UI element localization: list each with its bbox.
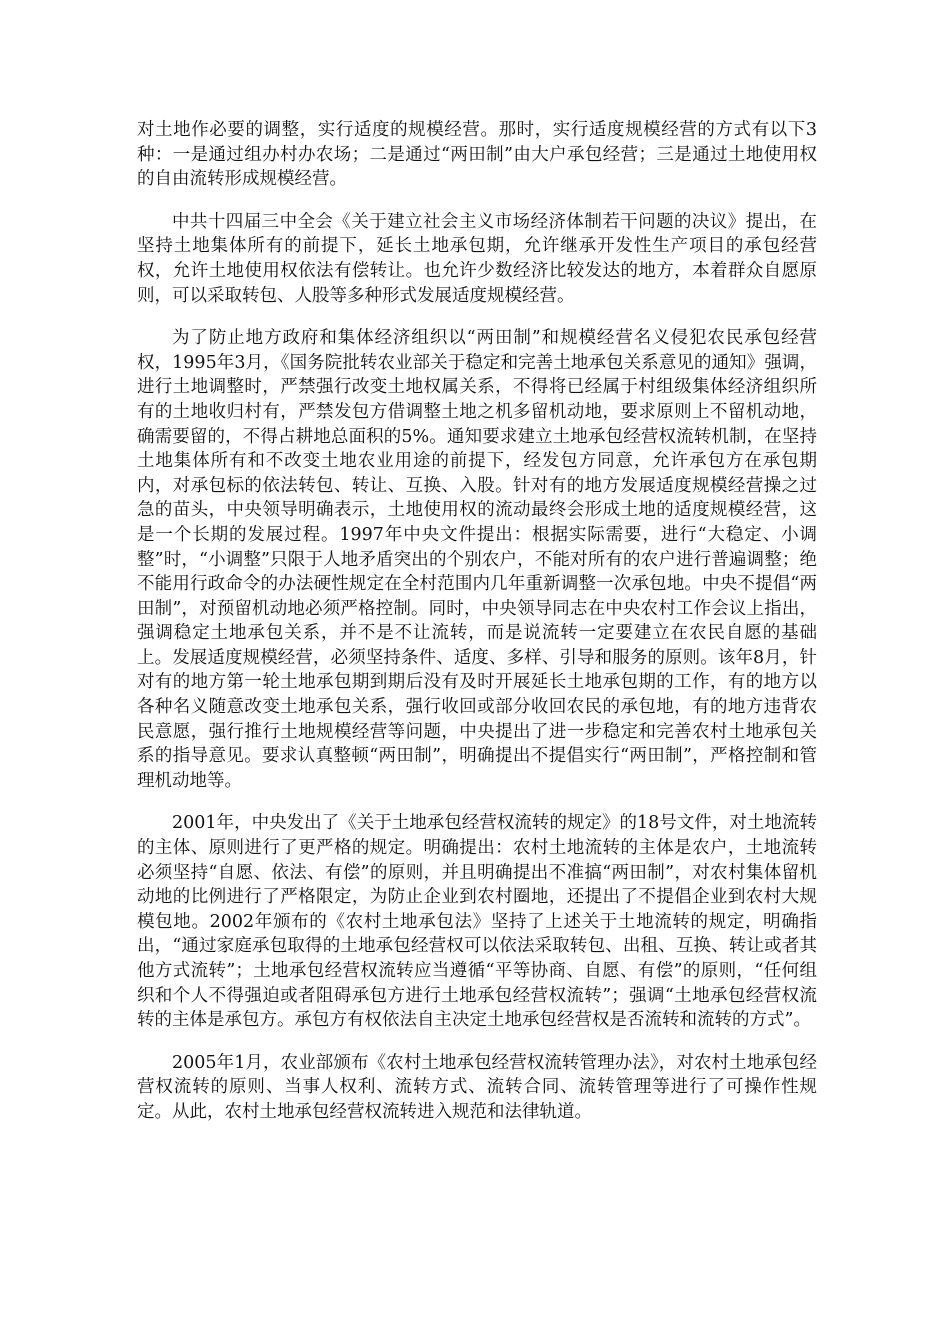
paragraph-4: 2001年，中央发出了《关于土地承包经营权流转的规定》的18号文件，对土地流转的主体、原则进行了更严格的规定。明确提出：农村土地流转的主体是农户，土地流转必须坚持“自愿、依法、有偿”的原则，并且明确提出不准搞“两田制”，对农村集体留机动地的比例进行了严格限定，为防止企业到农村圈地，还提出了不提倡企业到农村大规模包地。2002年颁布的《农村土地承包法》坚持了上述关于土地流转的规定，明确指出，“通过家庭承包取得的土地承包经营权可以依法采取转包、出租、互换、转让或者其他方式流转”；土地承包经营权流转应当遵循“平等协商、自愿、有偿”的原则，“任何组织和个人不得强迫或者阻碍承包方进行土地承包经营权流转”；强调“土地承包经营权流转的主体是承包方。承包方有权依法自主决定土地承包经营权是否流转和流转的方式”。 bbox=[137, 813, 817, 1031]
paragraph-1: 对土地作必要的调整，实行适度的规模经营。那时，实行适度规模经营的方式有以下3种：一是通过组办村办农场；二是通过“两田制”由大户承包经营；三是通过土地使用权的自由流转形成规模经营。 bbox=[137, 120, 817, 190]
document-body bbox=[137, 118, 817, 1143]
paragraph-2: 中共十四届三中全会《关于建立社会主义市场经济体制若干问题的决议》提出，在坚持土地集体所有的前提下，延长土地承包期，允许继承开发性生产项目的承包经营权，允许土地使用权依法有偿转让。也允许少数经济比较发达的地方，本着群众自愿原则，可以采取转包、人股等多种形式发展适度规模经营。 bbox=[137, 211, 817, 306]
paragraph-3: 为了防止地方政府和集体经济组织以“两田制”和规模经营名义侵犯农民承包经营权，1995年3月，《国务院批转农业部关于稳定和完善土地承包关系意见的通知》强调，进行土地调整时，严禁强行改变土地权属关系，不得将已经属于村组级集体经济组织所有的土地收归村有，严禁发包方借调整土地之机多留机动地，要求原则上不留机动地，确需要留的，不得占耕地总面积的5%。通知要求建立土地承包经营权流转机制，在坚持土地集体所有和不改变土地农业用途的前提下，经发包方同意，允许承包方在承包期内，对承包标的依法转包、转让、互换、入股。针对有的地方发展适度规模经营操之过急的苗头，中央领导明确表示，土地使用权的流动最终会形成土地的适度规模经营，这是一个长期的发展过程。1997年中央文件提出：根据实际需要，进行“大稳定、小调整”时，“小调整”只限于人地矛盾突出的个别农户，不能对所有的农户进行普遍调整；绝不能用行政命令的办法硬性规定在全村范围内几年重新调整一次承包地。中央不提倡“两田制”，对预留机动地必须严格控制。同时，中央领导同志在中央农村工作会议上指出，强调稳定土地承包关系，并不是不让流转，而是说流转一定要建立在农民自愿的基础上。发展适度规模经营，必须坚持条件、适度、多样、引导和服务的原则。该年8月，针对有的地方第一轮土地承包期到期后没有及时开展延长土地承包期的工作，有的地方以各种名义随意改变土地承包关系，强行收回或部分收回农民的承包地，有的地方违背农民意愿，强行推行土地规模经营等问题，中央提出了进一步稳定和完善农村土地承包关系的指导意见。要求认真整顿“两田制”，明确提出不提倡实行“两田制”，严格控制和管理机动地等。 bbox=[137, 328, 817, 791]
paragraph-5: 2005年1月，农业部颁布《农村土地承包经营权流转管理办法》，对农村土地承包经营权流转的原则、当事人权利、流转方式、流转合同、流转管理等进行了可操作性规定。从此，农村土地承包经营权流转进入规范和法律轨道。 bbox=[137, 1052, 817, 1122]
